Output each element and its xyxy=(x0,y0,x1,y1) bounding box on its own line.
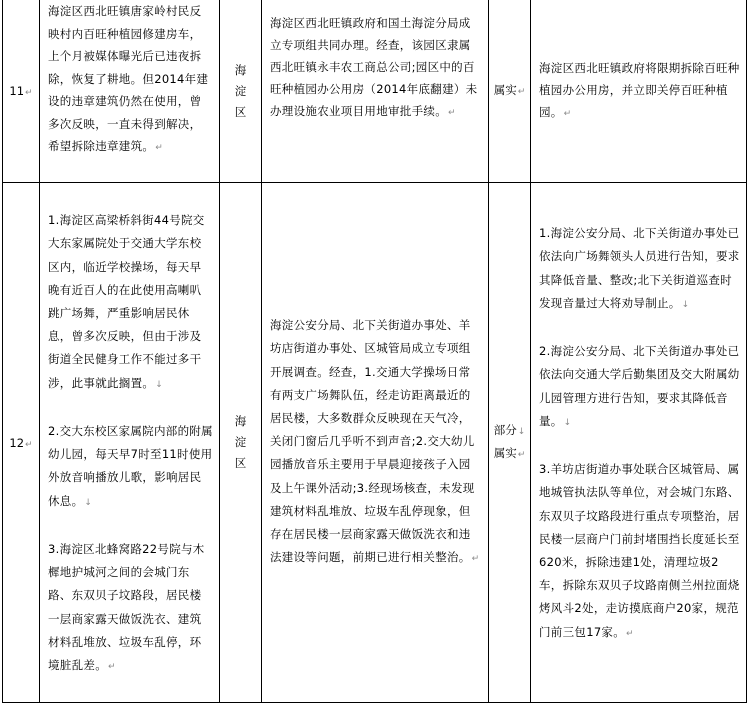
complaint-table xyxy=(2,0,747,703)
status-cell: 部分↓ 属实↵ xyxy=(489,183,531,703)
table-row xyxy=(3,0,747,183)
investigation-cell: 海淀区西北旺镇政府和国土海淀分局成立专项组共同办理。经查，该园区隶属西北旺镇永丰农工商总公司;园区中的百旺种植园办公用房（2014年底翻建）未办理设施农业项目用地审批手续。↵ xyxy=(262,0,489,183)
complaint-cell: 海淀区西北旺镇唐家岭村民反映村内百旺种植园修建房车，上个月被媒体曝光后已违夜拆除，恢复了耕地。但2014年建设的违章建筑仍然在使用，曾多次反映，一直未得到解决，希望拆除违章建筑。↵ xyxy=(40,0,220,183)
status-cell: 属实↵ xyxy=(489,0,531,183)
action-cell: 海淀区西北旺镇政府将限期拆除百旺种植园办公用房，并立即关停百旺种植园。↵ xyxy=(531,0,747,183)
table-row xyxy=(3,183,747,703)
action-cell: 1.海淀公安分局、北下关街道办事处已依法向广场舞领头人员进行告知，要求其降低音量、整改;北下关街道巡查时发现音量过大将劝导制止。↓ 2.海淀公安分局、北下关街道办事处已依法向交通大学后勤集团及交大附属幼儿园管理方进行告知，要求其降低音量。↓ 3.羊坊店街道办事处联合区城管局、属地城管执法队等单位，对会城门东路、东双贝子坟路段进行重点专项整治，居民楼一层商户门前封堵围挡长度延长至620米，拆除违建1处，清理垃圾2车，拆除东双贝子坟路南侧兰州拉面烧烤风斗2处，走访摸底商户20家，规范门前三包17家。↵ xyxy=(531,183,747,703)
investigation-cell: 海淀公安分局、北下关街道办事处、羊坊店街道办事处、区城管局成立专项组开展调查。经查，1.交通大学操场日常有两支广场舞队伍，经走访距离最近的居民楼，大多数群众反映现在天气冷，关闭门窗后几乎听不到声音;2.交大幼儿园播放音乐主要用于早晨迎接孩子入园及上午课外活动;3.经现场核查，未发现建筑材料乱堆放、垃圾车乱停现象，但存在居民楼一层商家露天做饭洗衣和违法建设等问题，前期已进行相关整治。↵ xyxy=(262,183,489,703)
district-cell: 海淀区 xyxy=(220,183,262,703)
complaint-cell: 1.海淀区高梁桥斜街44号院交大东家属院处于交通大学东校区内，临近学校操场，每天早晚有近百人的在此使用高喇叭跳广场舞，严重影响居民休息，曾多次反映，但由于涉及街道全民健身工作不能过多干涉，此事就此搁置。↓ 2.交大东校区家属院内部的附属幼儿园，每天早7时至11时使用外放音响播放儿歌，影响居民休息。↓ 3.海淀区北蜂窝路22号院与木樨地护城河之间的会城门东路、东双贝子坟路段，居民楼一层商家露天做饭洗衣、建筑材料乱堆放、垃圾车乱停，环境脏乱差。↵ xyxy=(40,183,220,703)
row-number-cell: 11↵ xyxy=(3,0,40,183)
row-number-cell: 12↵ xyxy=(3,183,40,703)
district-cell: 海淀区 xyxy=(220,0,262,183)
